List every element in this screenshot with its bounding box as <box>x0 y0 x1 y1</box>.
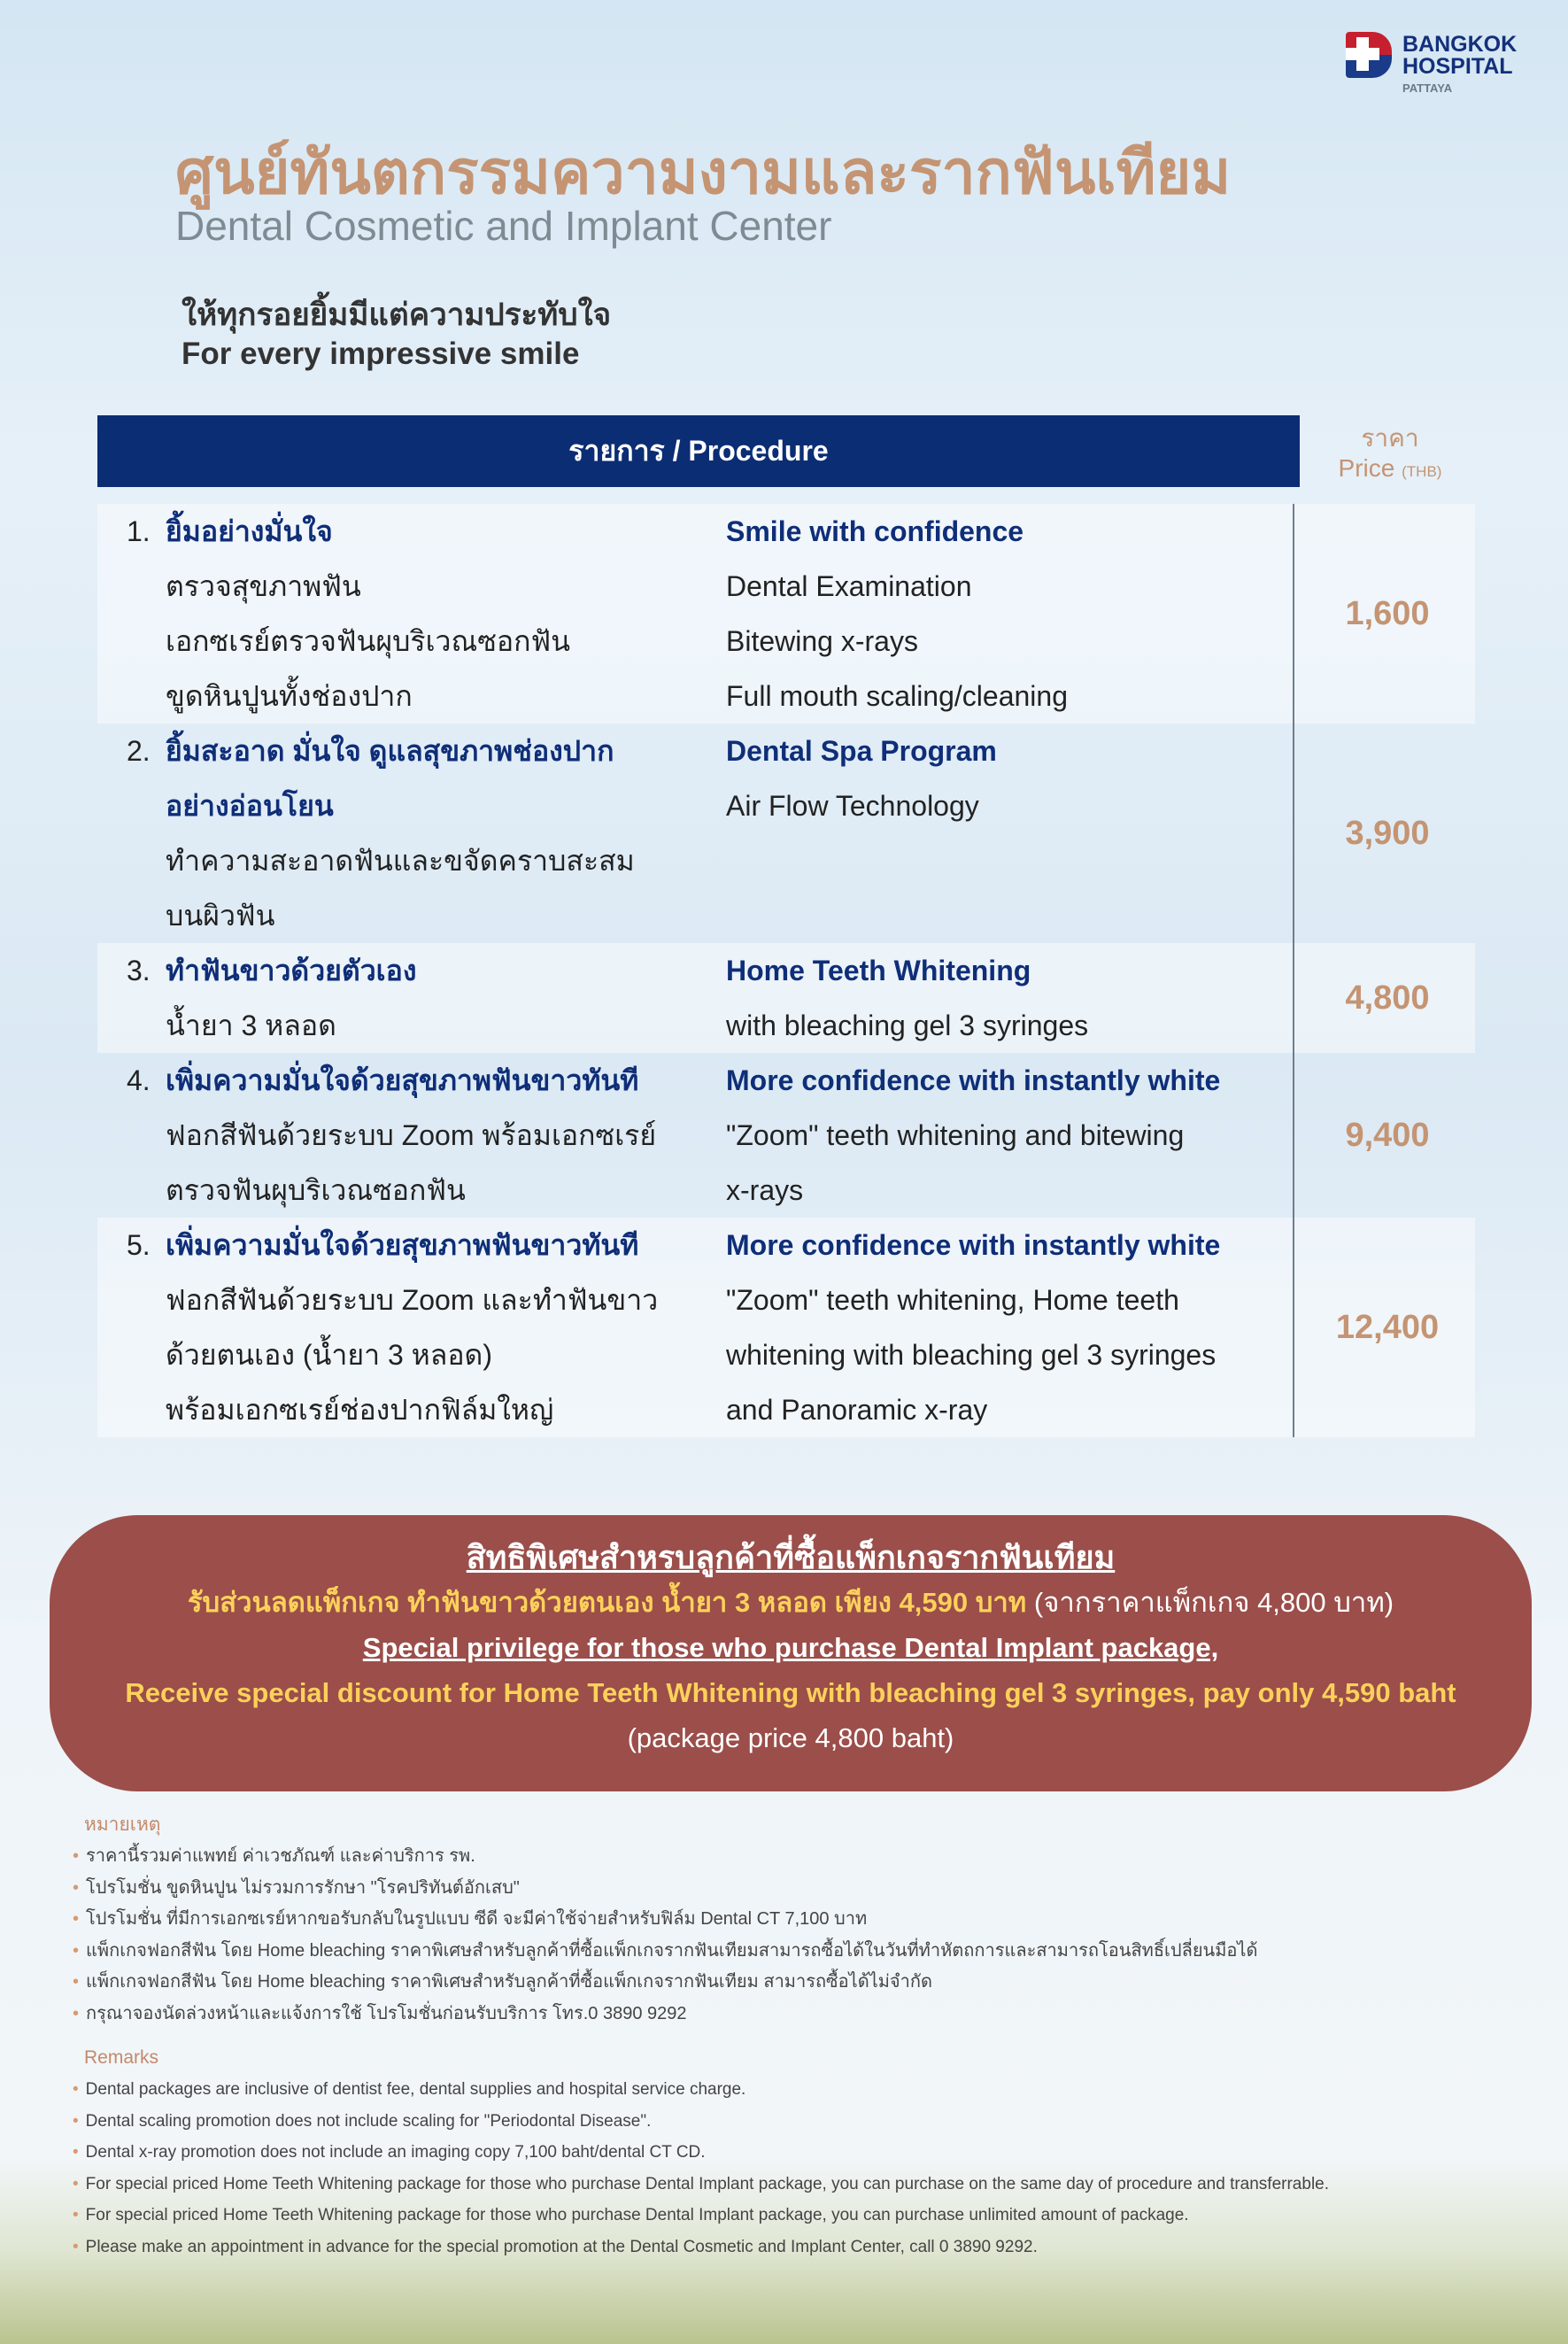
procedure-header: รายการ / Procedure <box>97 415 1300 487</box>
procedure-en: Home Teeth Whitening <box>726 955 1031 986</box>
procedure-en: Dental Spa Program <box>726 735 997 767</box>
procedure-en: "Zoom" teeth whitening, Home teeth <box>726 1284 1179 1316</box>
note-en-item: • Dental scaling promotion does not include scaling for "Periodontal Disease". <box>73 2111 652 2131</box>
procedure-th: ฟอกสีฟันด้วยระบบ Zoom พร้อมเอกซเรย์ <box>166 1119 657 1151</box>
procedure-th: ตรวจสุขภาพฟัน <box>166 570 361 602</box>
procedure-en: More confidence with instantly white <box>726 1229 1221 1261</box>
page-title-en: Dental Cosmetic and Implant Center <box>175 203 832 249</box>
hospital-logo <box>1346 32 1549 103</box>
content-flow <box>0 504 1568 2316</box>
promo-note-en: (package price 4,800 baht) <box>627 1722 954 1753</box>
table-row <box>97 1218 1475 1437</box>
procedure-th: บนผิวฟัน <box>166 900 275 932</box>
table-row <box>97 943 1475 1053</box>
note-th-item: • กรุณาจองนัดล่วงหน้าและแจ้งการใช้ โปรโมชั่นก่อนรับบริการ โทร.0 3890 9292 <box>73 2003 687 2023</box>
note-en-item: • Dental packages are inclusive of dentist fee, dental supplies and hospital service charge. <box>73 2080 746 2099</box>
note-th-item: • โปรโมชั่น ที่มีการเอกซเรย์หากขอรับกลับในรูปแบบ ซีดี จะมีค่าใช้จ่ายสำหรับฟิล์ม Dental CT 7,100 บาท <box>73 1909 868 1929</box>
procedure-th: น้ำยา 3 หลอด <box>166 1010 336 1041</box>
procedure-th: ทำความสะอาดฟันและขจัดคราบสะสม <box>166 845 635 877</box>
price-value: 1,600 <box>1345 594 1430 632</box>
logo-line1: BANGKOK <box>1402 32 1518 57</box>
tagline-en: For every impressive smile <box>182 337 580 371</box>
procedure-th: เพิ่มความมั่นใจด้วยสุขภาพฟันขาวทันที <box>166 1064 639 1096</box>
procedure-th: ยิ้มสะอาด มั่นใจ ดูแลสุขภาพช่องปาก <box>166 735 614 767</box>
row-number: 1. <box>127 515 151 547</box>
promo-note-th: (จากราคาแพ็กเกจ 4,800 บาท) <box>1033 1587 1394 1618</box>
price-value: 12,400 <box>1335 1308 1440 1346</box>
procedure-th: พร้อมเอกซเรย์ช่องปากฟิล์มใหญ่ <box>166 1394 554 1426</box>
procedure-en: Full mouth scaling/cleaning <box>726 680 1068 712</box>
procedure-th: ตรวจฟันผุบริเวณซอกฟัน <box>166 1174 466 1206</box>
procedure-th: อย่างอ่อนโยน <box>166 790 334 822</box>
procedure-en: Smile with confidence <box>726 515 1024 547</box>
price-header-en: Price <box>1338 454 1395 482</box>
logo-mark-icon <box>1346 32 1392 78</box>
procedure-th: ด้วยตนเอง (น้ำยา 3 หลอด) <box>166 1339 492 1371</box>
note-th-item: • แพ็กเกจฟอกสีฟัน โดย Home bleaching ราคาพิเศษสำหรับลูกค้าที่ซื้อแพ็กเกจรากฟันเทียม สามารถซื้อได้ไม่จำกัด <box>73 1972 932 1992</box>
procedure-en: "Zoom" teeth whitening and bitewing <box>726 1119 1185 1151</box>
logo-line3: PATTAYA <box>1402 81 1453 95</box>
notes-section <box>73 1809 1542 2263</box>
procedure-en: whitening with bleaching gel 3 syringes <box>726 1339 1217 1371</box>
procedure-th: ขูดหินปูนทั้งช่องปาก <box>166 680 413 712</box>
procedure-en: with bleaching gel 3 syringes <box>726 1010 1089 1041</box>
promo-box <box>50 1515 1532 1791</box>
procedure-th: ทำฟันขาวด้วยตัวเอง <box>166 955 417 986</box>
note-en-item: • Dental x-ray promotion does not include an imaging copy 7,100 baht/dental CT CD. <box>73 2143 706 2162</box>
procedure-en: Bitewing x-rays <box>726 625 918 657</box>
price-header <box>1302 423 1479 487</box>
tagline-th: ให้ทุกรอยยิ้มมีแต่ความประทับใจ <box>182 298 612 332</box>
price-unit: (THB) <box>1402 463 1442 480</box>
price-value: 3,900 <box>1345 814 1430 852</box>
promo-heading-th: สิทธิพิเศษสำหรบลูกค้าที่ซื้อแพ็กเกจรากฟันเทียม <box>466 1539 1116 1575</box>
table-row <box>97 723 1475 943</box>
row-number: 4. <box>127 1064 151 1096</box>
procedure-table <box>97 504 1475 1437</box>
note-th-item: • โปรโมชั่น ขูดหินปูน ไม่รวมการรักษา "โรคปริทันต์อักเสบ" <box>73 1877 520 1898</box>
procedure-en: More confidence with instantly white <box>726 1064 1221 1096</box>
notes-th-heading: หมายเหตุ <box>84 1814 161 1835</box>
procedure-th: เพิ่มความมั่นใจด้วยสุขภาพฟันขาวทันที <box>166 1229 639 1261</box>
procedure-th: ฟอกสีฟันด้วยระบบ Zoom และทำฟันขาว <box>166 1284 659 1316</box>
table-row <box>97 1053 1475 1218</box>
promo-heading-en: Special privilege for those who purchase Dental Implant package, <box>362 1632 1219 1663</box>
note-en-item: • For special priced Home Teeth Whitening package for those who purchase Dental Implant package, you can purchase unlimited amount of package. <box>73 2206 1189 2224</box>
logo-line2: HOSPITAL <box>1402 54 1513 79</box>
page-title-th: ศูนย์ทันตกรรมความงามและรากฟันเทียม <box>175 139 1232 206</box>
procedure-en: Air Flow Technology <box>726 790 979 822</box>
row-number: 2. <box>127 735 151 767</box>
row-number: 5. <box>127 1229 151 1261</box>
procedure-en: Dental Examination <box>726 570 972 602</box>
price-value: 4,800 <box>1345 979 1430 1017</box>
note-en-item: • For special priced Home Teeth Whitening package for those who purchase Dental Implant package, you can purchase on the same day of procedure and transferrable. <box>73 2174 1330 2193</box>
price-header-th: ราคา <box>1361 424 1419 452</box>
row-number: 3. <box>127 955 151 986</box>
procedure-th: เอกซเรย์ตรวจฟันผุบริเวณซอกฟัน <box>166 625 571 657</box>
procedure-en: x-rays <box>726 1174 804 1206</box>
promo-line-th: รับส่วนลดแพ็กเกจ ทำฟันขาวด้วยตนเอง น้ำยา 3 หลอด เพียง 4,590 บาท <box>187 1587 1027 1618</box>
table-row <box>97 504 1475 723</box>
note-th-item: • แพ็กเกจฟอกสีฟัน โดย Home bleaching ราคาพิเศษสำหรับลูกค้าที่ซื้อแพ็กเกจรากฟันเทียมสามารถซื้อได้ในวันที่ทำหัตถการและสามารถโอนสิทธิ์เปลี่ยนมือได้ <box>73 1940 1258 1961</box>
procedure-th: ยิ้มอย่างมั่นใจ <box>166 515 333 547</box>
note-th-item: • ราคานี้รวมค่าแพทย์ ค่าเวชภัณฑ์ และค่าบริการ รพ. <box>73 1846 475 1866</box>
promo-line-en: Receive special discount for Home Teeth Whitening with bleaching gel 3 syringes, pay only 4,590 baht <box>125 1677 1456 1708</box>
procedure-en: and Panoramic x-ray <box>726 1394 988 1426</box>
notes-en-heading: Remarks <box>84 2047 159 2068</box>
price-value: 9,400 <box>1345 1116 1430 1154</box>
note-en-item: • Please make an appointment in advance for the special promotion at the Dental Cosmetic and Implant Center, call 0 3890 9292. <box>73 2237 1038 2256</box>
